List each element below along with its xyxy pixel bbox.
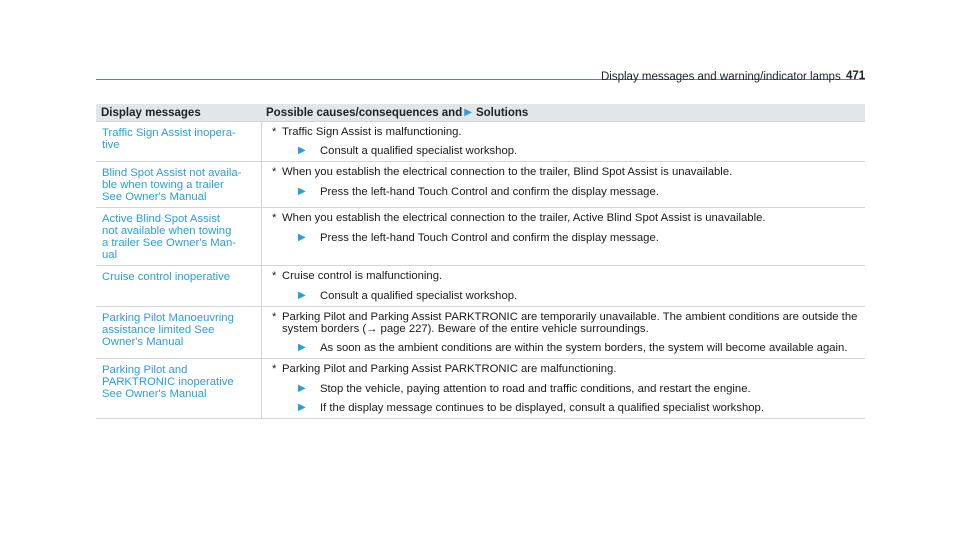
display-message: Traffic Sign Assist inopera- tive xyxy=(96,122,262,161)
play-arrow-icon: ▶ xyxy=(298,401,306,413)
cause-text: Cruise control is malfunctioning. xyxy=(282,270,443,283)
solution-step xyxy=(272,232,859,244)
asterisk-marker: * xyxy=(272,126,277,138)
cause-text: Traffic Sign Assist is malfunctioning. xyxy=(282,126,462,138)
play-arrow-icon: ▶ xyxy=(298,185,306,197)
table-header xyxy=(96,104,865,121)
play-arrow-icon: ▶ xyxy=(464,107,472,118)
table-row xyxy=(96,161,865,207)
cause-item xyxy=(272,126,859,138)
table-row xyxy=(96,358,865,419)
cause-item xyxy=(272,270,859,282)
causes-solutions-cell xyxy=(262,266,865,305)
cause-text: When you establish the electrical connection to the trailer, Blind Spot Assist is unavailable. xyxy=(282,166,733,179)
cause-text: Parking Pilot and Parking Assist PARKTRONIC are temporarily unavailable. The ambient conditions are outside the system borders (→ page 227). Beware of the entire vehicle surroundings. xyxy=(282,310,858,336)
table-row xyxy=(96,306,865,359)
header-solutions-label: Solutions xyxy=(475,106,529,119)
solution-step xyxy=(272,145,859,157)
causes-solutions-cell xyxy=(262,307,865,359)
asterisk-marker: * xyxy=(272,212,277,225)
cause-item xyxy=(272,166,859,178)
header-causes-solutions xyxy=(246,107,528,119)
solution-text: Press the left-hand Touch Control and confirm the display message. xyxy=(320,185,659,198)
asterisk-marker: * xyxy=(272,166,277,179)
solution-step xyxy=(272,186,859,198)
play-arrow-icon: ▶ xyxy=(298,289,306,301)
display-message: Blind Spot Assist not availa- ble when towing a trailer See Owner's Manual xyxy=(96,162,262,207)
cause-item xyxy=(272,311,859,335)
display-message: Parking Pilot Manoeuvring assistance limited See Owner's Manual xyxy=(96,307,262,359)
table-row xyxy=(96,121,865,161)
solution-text: As soon as the ambient conditions are within the system borders, the system will become available again. xyxy=(320,342,848,355)
solution-step xyxy=(272,402,859,414)
solution-text: Consult a qualified specialist workshop. xyxy=(320,145,518,158)
play-arrow-icon: ▶ xyxy=(298,145,306,157)
table-body xyxy=(96,121,865,419)
display-message: Cruise control inoperative xyxy=(96,266,262,305)
page-number: 471 xyxy=(846,70,866,82)
play-arrow-icon: ▶ xyxy=(298,231,306,243)
display-messages-table xyxy=(96,104,865,419)
asterisk-marker: * xyxy=(272,310,277,323)
solution-step xyxy=(272,342,859,354)
solution-step xyxy=(272,290,859,302)
causes-solutions-cell xyxy=(262,208,865,265)
display-message: Active Blind Spot Assist not available when towing a trailer See Owner's Man- ual xyxy=(96,208,262,265)
asterisk-marker: * xyxy=(272,270,277,283)
play-arrow-icon: ▶ xyxy=(298,382,306,394)
solution-text: Consult a qualified specialist workshop. xyxy=(320,289,518,302)
solution-step xyxy=(272,383,859,395)
header-display-messages: Display messages xyxy=(101,106,201,119)
cause-text: Parking Pilot and Parking Assist PARKTRONIC are malfunctioning. xyxy=(282,363,617,376)
solution-text: If the display message continues to be displayed, consult a qualified specialist workshop. xyxy=(320,401,764,414)
play-arrow-icon: ▶ xyxy=(298,342,306,354)
causes-solutions-cell xyxy=(262,359,865,418)
running-head: Display messages and warning/indicator lamps xyxy=(601,71,841,83)
solution-text: Stop the vehicle, paying attention to road and traffic conditions, and restart the engine. xyxy=(320,382,751,395)
display-message: Parking Pilot and PARKTRONIC inoperative See Owner's Manual xyxy=(96,359,262,418)
solution-text: Press the left-hand Touch Control and confirm the display message. xyxy=(320,231,659,244)
cause-text: When you establish the electrical connection to the trailer, Active Blind Spot Assist is unavailable. xyxy=(282,212,766,225)
causes-solutions-cell xyxy=(262,122,865,161)
causes-solutions-cell xyxy=(262,162,865,207)
cause-item xyxy=(272,363,859,375)
cause-item xyxy=(272,212,859,224)
asterisk-marker: * xyxy=(272,363,277,376)
header-causes-label: Possible causes/consequences and xyxy=(266,106,463,119)
table-row xyxy=(96,207,865,265)
table-row xyxy=(96,265,865,305)
